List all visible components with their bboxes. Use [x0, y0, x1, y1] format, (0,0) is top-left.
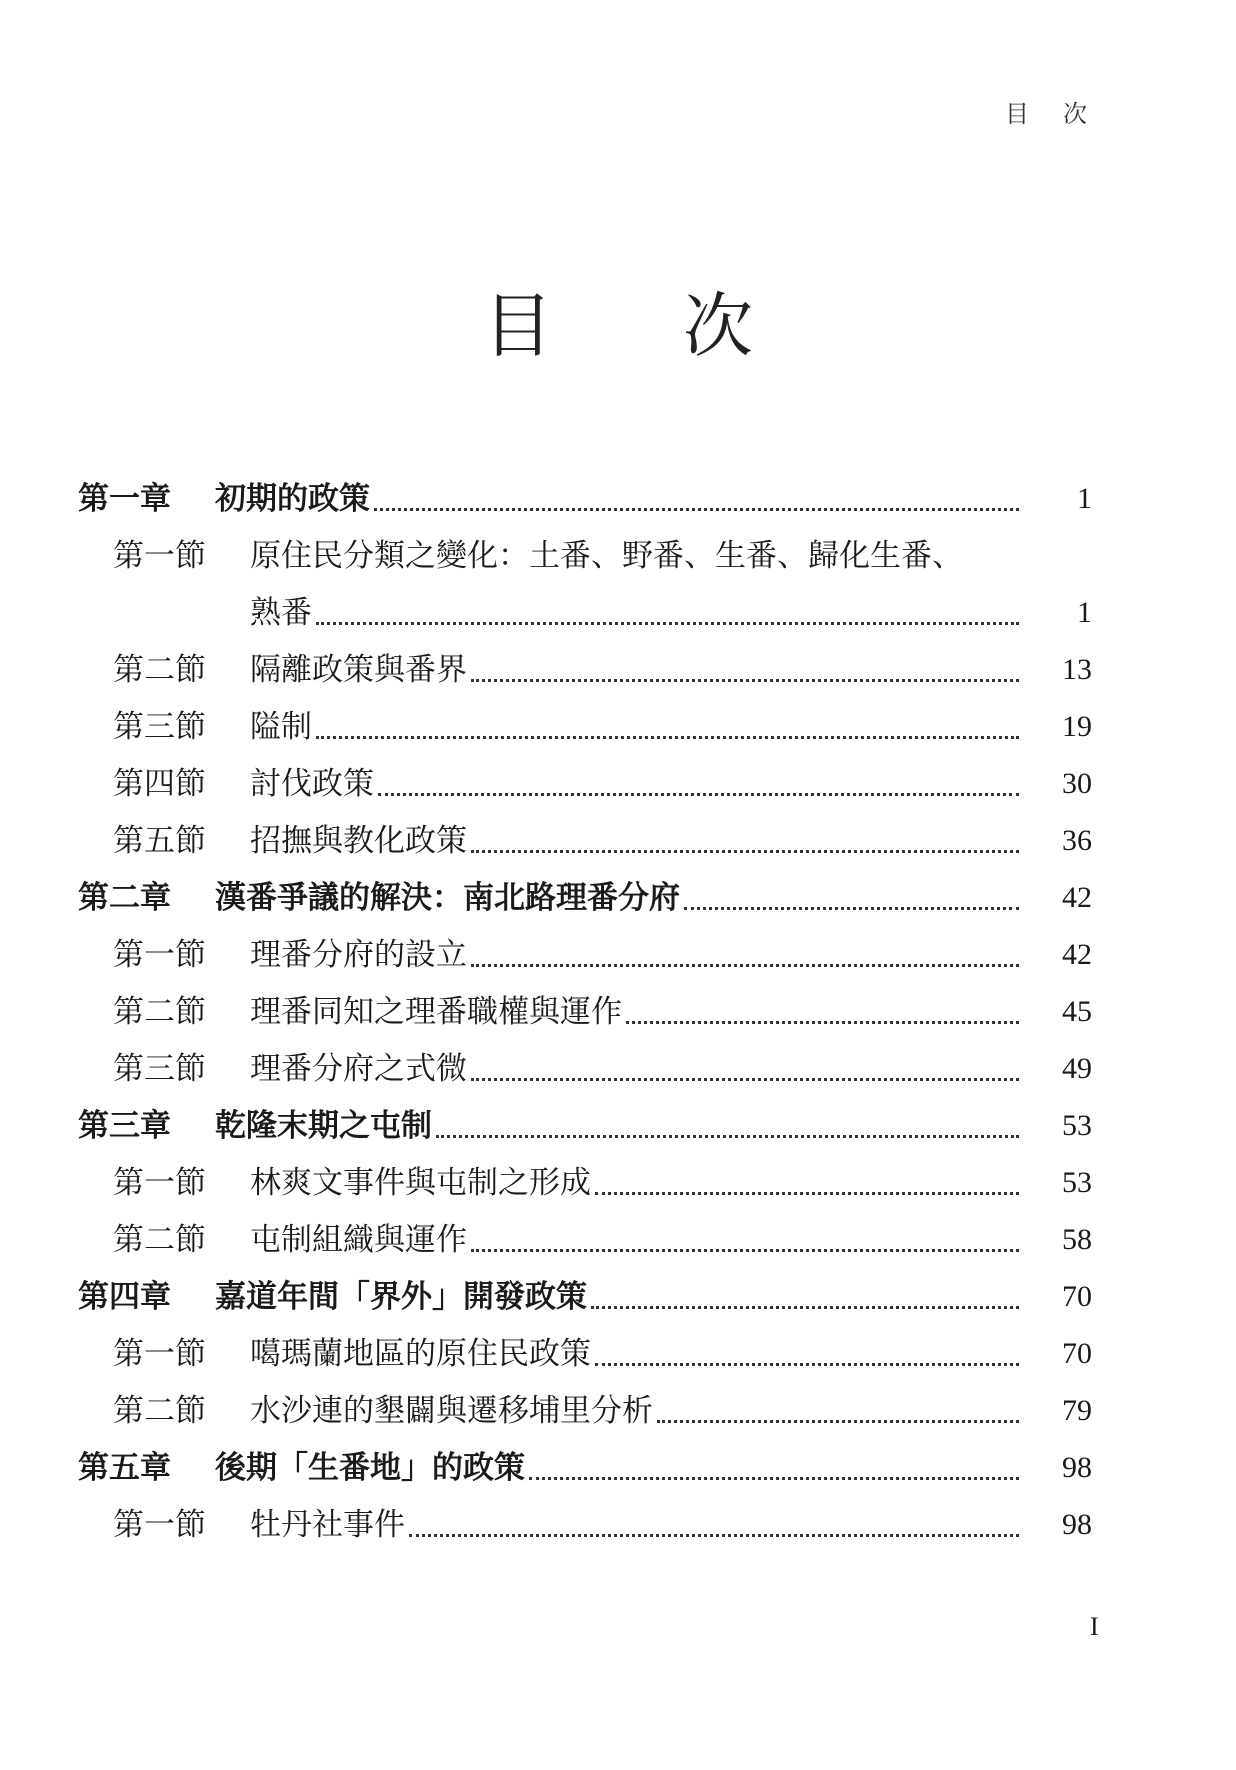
dot-leader — [471, 926, 1019, 983]
toc-entry-title: 屯制組織與運作 — [250, 1222, 467, 1257]
toc-entry-label: 第三章 — [78, 1108, 171, 1143]
dot-leader — [374, 470, 1019, 527]
toc-entry-label: 第一節 — [113, 937, 206, 972]
dot-leader — [529, 1439, 1019, 1496]
toc-entry-title: 隔離政策與番界 — [250, 652, 467, 687]
toc-entry-page: 53 — [1062, 1166, 1092, 1199]
toc-entry-title: 噶瑪蘭地區的原住民政策 — [250, 1336, 591, 1371]
dot-leader — [436, 1097, 1019, 1154]
dot-leader — [591, 1268, 1019, 1325]
toc-entry-page: 19 — [1062, 710, 1092, 743]
toc-section-entry[interactable] — [78, 755, 1092, 812]
dot-leader — [684, 869, 1019, 926]
toc-entry-page: 49 — [1062, 1052, 1092, 1085]
toc-entry-title: 理番分府的設立 — [250, 937, 467, 972]
dot-leader — [657, 1382, 1019, 1439]
toc-section-entry[interactable] — [78, 1382, 1092, 1439]
dot-leader — [626, 983, 1019, 1040]
dot-leader — [595, 1154, 1019, 1211]
dot-leader — [471, 641, 1019, 698]
toc-entry-page: 58 — [1062, 1223, 1092, 1256]
toc-section-entry[interactable] — [78, 1496, 1092, 1553]
dot-leader — [316, 698, 1019, 755]
toc-entry-title: 初期的政策 — [215, 481, 370, 516]
toc-section-entry[interactable] — [78, 584, 1092, 641]
dot-leader — [595, 1325, 1019, 1382]
page-title-char: 次 — [683, 289, 753, 366]
toc-entry-label: 第一節 — [113, 1165, 206, 1200]
toc-entry-title: 嘉道年間「界外」開發政策 — [215, 1279, 587, 1314]
toc-section-entry[interactable] — [78, 1040, 1092, 1097]
toc-section-entry[interactable] — [78, 1211, 1092, 1268]
toc-entry-title: 乾隆末期之屯制 — [215, 1108, 432, 1143]
toc-entry-label: 第二章 — [78, 880, 171, 915]
toc-entry-label: 第三節 — [113, 1051, 206, 1086]
toc-entry-page: 70 — [1062, 1280, 1092, 1313]
toc-section-entry[interactable] — [78, 698, 1092, 755]
toc-section-entry[interactable] — [78, 1325, 1092, 1382]
toc-section-entry[interactable] — [78, 527, 1092, 584]
table-of-contents — [78, 470, 1092, 1553]
toc-entry-page: 53 — [1062, 1109, 1092, 1142]
dot-leader — [316, 584, 1019, 641]
toc-section-entry[interactable] — [78, 983, 1092, 1040]
toc-section-entry[interactable] — [78, 926, 1092, 983]
toc-section-entry[interactable] — [78, 641, 1092, 698]
toc-entry-title: 招撫與教化政策 — [250, 823, 467, 858]
toc-entry-page: 45 — [1062, 995, 1092, 1028]
toc-entry-page: 30 — [1062, 767, 1092, 800]
toc-entry-label: 第四章 — [78, 1279, 171, 1314]
toc-chapter-entry[interactable] — [78, 1097, 1092, 1154]
page-number: I — [1090, 1612, 1099, 1641]
dot-leader — [471, 1211, 1019, 1268]
toc-entry-title: 水沙連的墾闢與遷移埔里分析 — [250, 1393, 653, 1428]
toc-entry-label: 第二節 — [113, 1393, 206, 1428]
toc-chapter-entry[interactable] — [78, 869, 1092, 926]
toc-entry-label: 第二節 — [113, 1222, 206, 1257]
toc-entry-page: 13 — [1062, 653, 1092, 686]
toc-entry-title: 熟番 — [250, 595, 312, 630]
toc-entry-title: 牡丹社事件 — [250, 1507, 405, 1542]
toc-entry-title: 理番同知之理番職權與運作 — [250, 994, 622, 1029]
toc-entry-label: 第五節 — [113, 823, 206, 858]
toc-entry-page: 79 — [1062, 1394, 1092, 1427]
toc-entry-page: 98 — [1062, 1508, 1092, 1541]
toc-entry-page: 42 — [1062, 881, 1092, 914]
toc-entry-label: 第一節 — [113, 1336, 206, 1371]
toc-entry-label: 第一節 — [113, 1507, 206, 1542]
toc-entry-page: 36 — [1062, 824, 1092, 857]
dot-leader — [471, 1040, 1019, 1097]
toc-entry-title: 原住民分類之變化：土番、野番、生番、歸化生番、 — [250, 538, 963, 573]
toc-entry-page: 98 — [1062, 1451, 1092, 1484]
toc-entry-title: 林爽文事件與屯制之形成 — [250, 1165, 591, 1200]
toc-entry-page: 1 — [1077, 482, 1092, 515]
toc-entry-label: 第二節 — [113, 994, 206, 1029]
toc-entry-title: 討伐政策 — [250, 766, 374, 801]
toc-entry-label: 第一節 — [113, 538, 206, 573]
toc-chapter-entry[interactable] — [78, 470, 1092, 527]
toc-entry-page: 42 — [1062, 938, 1092, 971]
toc-section-entry[interactable] — [78, 1154, 1092, 1211]
dot-leader — [471, 812, 1019, 869]
toc-chapter-entry[interactable] — [78, 1439, 1092, 1496]
toc-entry-title: 漢番爭議的解決：南北路理番分府 — [215, 880, 680, 915]
toc-entry-title: 理番分府之式微 — [250, 1051, 467, 1086]
toc-entry-title: 後期「生番地」的政策 — [215, 1450, 525, 1485]
toc-entry-label: 第五章 — [78, 1450, 171, 1485]
running-head: 目 次 — [1005, 102, 1101, 128]
toc-chapter-entry[interactable] — [78, 1268, 1092, 1325]
toc-entry-page: 70 — [1062, 1337, 1092, 1370]
dot-leader — [378, 755, 1019, 812]
toc-entry-label: 第二節 — [113, 652, 206, 687]
toc-entry-label: 第一章 — [78, 481, 171, 516]
toc-entry-page: 1 — [1077, 596, 1092, 629]
toc-entry-label: 第三節 — [113, 709, 206, 744]
toc-entry-label: 第四節 — [113, 766, 206, 801]
page-title-char: 目 — [483, 289, 553, 366]
toc-section-entry[interactable] — [78, 812, 1092, 869]
toc-entry-title: 隘制 — [250, 709, 312, 744]
page-title — [0, 270, 1236, 371]
dot-leader — [409, 1496, 1019, 1553]
